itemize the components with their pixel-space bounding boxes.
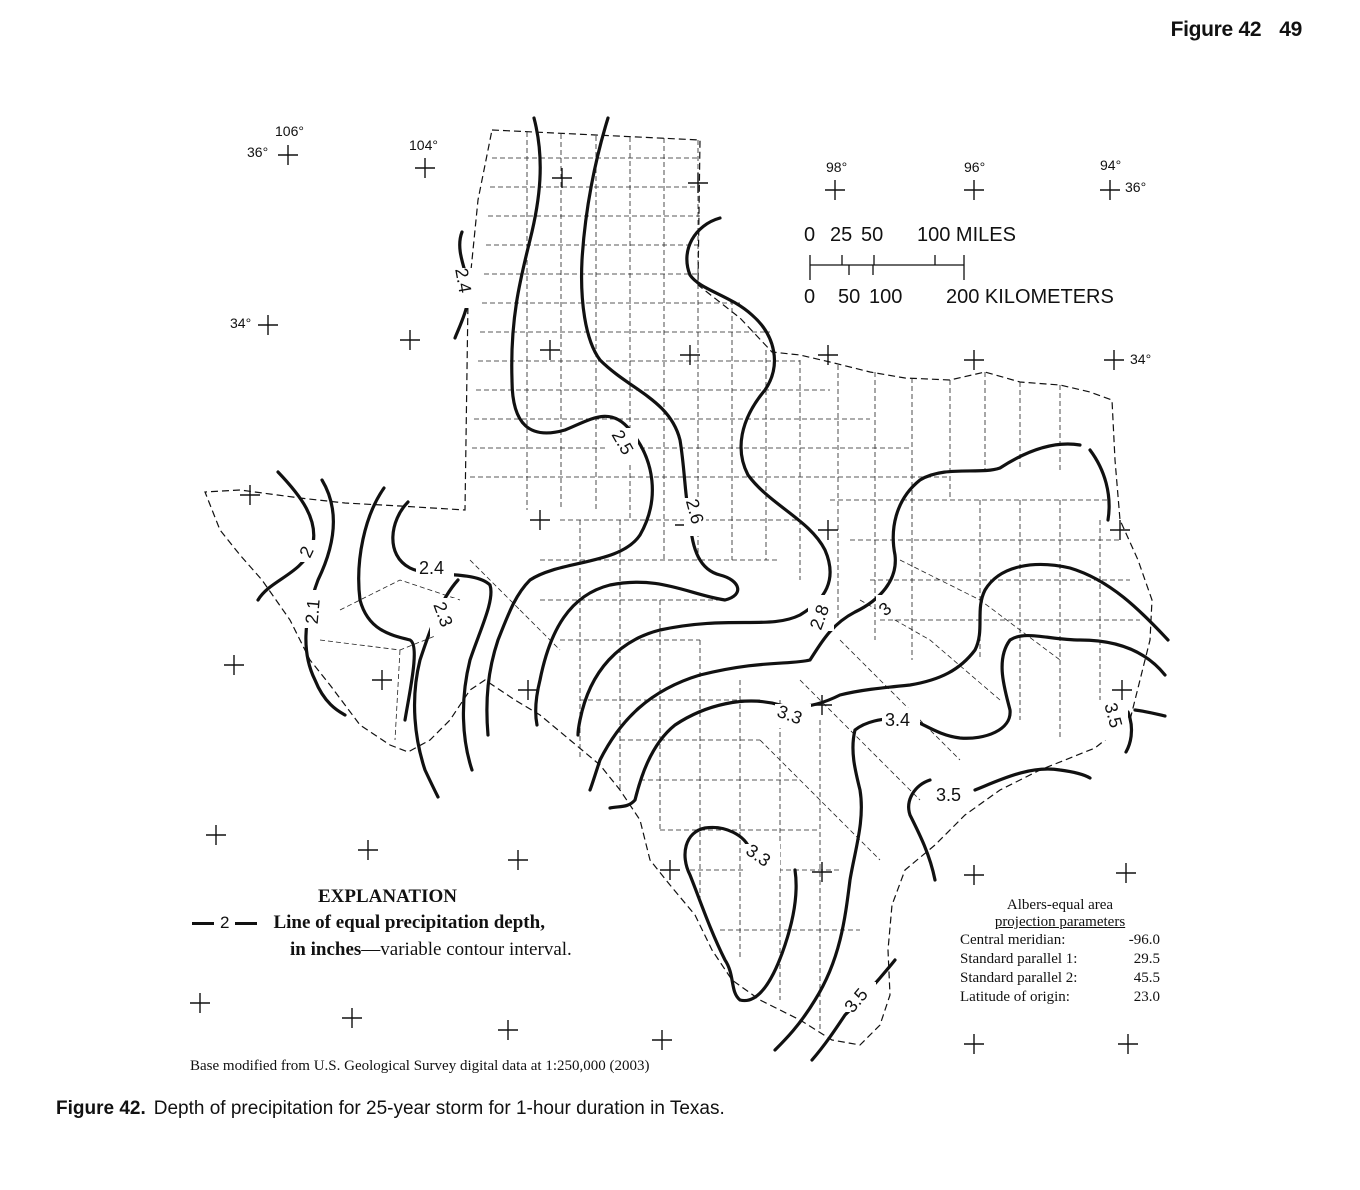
lat-36-left-label: 36° [247,144,269,160]
contour-line-3-5-east [1135,710,1165,716]
param-value: -96.0 [1128,932,1160,948]
contour-line-2-6 [536,118,738,725]
contour-line-2 [258,472,314,600]
scale-km-50: 50 [838,286,861,308]
scale-miles-50: 50 [861,224,884,246]
figure-caption [56,1098,725,1120]
legend-sample-value: 2 [220,913,230,932]
scale-miles-100: 100 MILES [917,224,1016,246]
param-value: 45.5 [1133,970,1160,986]
legend-contour-sample [186,913,263,933]
contour-line-3-3-north [1090,450,1109,520]
explanation-row2 [290,939,572,961]
base-data-note: Base modified from U.S. Geological Survey digital data at 1:250,000 (2003) [190,1058,650,1074]
contour-line-2-8 [578,218,830,735]
lat-34-right-label: 34° [1130,351,1152,367]
caption-label: Figure 42. [56,1098,146,1119]
lon-106-label: 106° [275,123,304,139]
scale-miles-25: 25 [830,224,853,246]
param-name: Latitude of origin: [960,989,1070,1005]
contour-label-3-5-south: 3.5 [840,984,872,1017]
param-value: 23.0 [1133,989,1160,1005]
lon-104-label: 104° [409,137,438,153]
contour-label-2-4-north: 2.4 [451,266,476,295]
legend-line1: Line of equal precipitation depth, [273,912,545,933]
contour-line-3-5-coast [909,780,935,880]
contour-label-2-3: 2.3 [429,599,457,630]
contour-label-3-5-coast: 3.5 [936,785,962,805]
figure-label: Figure 42 [1170,18,1262,41]
contour-line-2-3 [359,488,415,720]
projection-title-1: Albers-equal area [1006,897,1114,913]
contour-label-2-1: 2.1 [301,598,324,625]
lon-98-label: 98° [826,159,848,175]
scale-km-200: 200 KILOMETERS [946,286,1114,308]
lon-96-label: 96° [964,159,986,175]
param-name: Standard parallel 1: [960,951,1078,967]
scale-km-0: 0 [804,286,816,308]
page-number: 49 [1279,18,1302,41]
contour-line-3-5-mid [975,769,1090,790]
contour-label-3-3-south: 3.3 [742,840,775,871]
contour-label-3-5-east: 3.5 [1100,700,1127,731]
contour-label-3-4: 3.4 [885,710,911,730]
explanation-row [186,912,545,934]
projection-title-2: projection parameters [994,914,1126,930]
param-name: Central meridian: [960,932,1066,948]
param-name: Standard parallel 2: [960,970,1078,986]
param-value: 29.5 [1133,951,1160,967]
caption-text: Depth of precipitation for 25-year storm for 1-hour duration in Texas. [153,1098,725,1119]
contour-label-2-4-west: 2.4 [419,558,445,578]
scale-bar [804,224,1114,308]
explanation-title: EXPLANATION [318,886,457,907]
contour-label-2-5: 2.5 [607,426,638,459]
contour-label-2: 2 [295,543,318,561]
contour-label-3-3: 3.3 [774,701,805,729]
contour-label-3: 3 [874,598,896,620]
lon-94-label: 94° [1100,157,1122,173]
scale-km-100: 100 [869,286,903,308]
scale-miles-0: 0 [804,224,816,246]
legend-line2-bold: in inches [290,939,362,960]
lat-36-right-label: 36° [1125,179,1147,195]
lat-34-left-label: 34° [230,315,252,331]
contour-label-2-6: 2.6 [681,496,708,527]
contour-label-2-8: 2.8 [805,602,834,633]
projection-parameters [960,897,1160,1007]
legend-line2-rest: —variable contour interval. [361,939,572,960]
